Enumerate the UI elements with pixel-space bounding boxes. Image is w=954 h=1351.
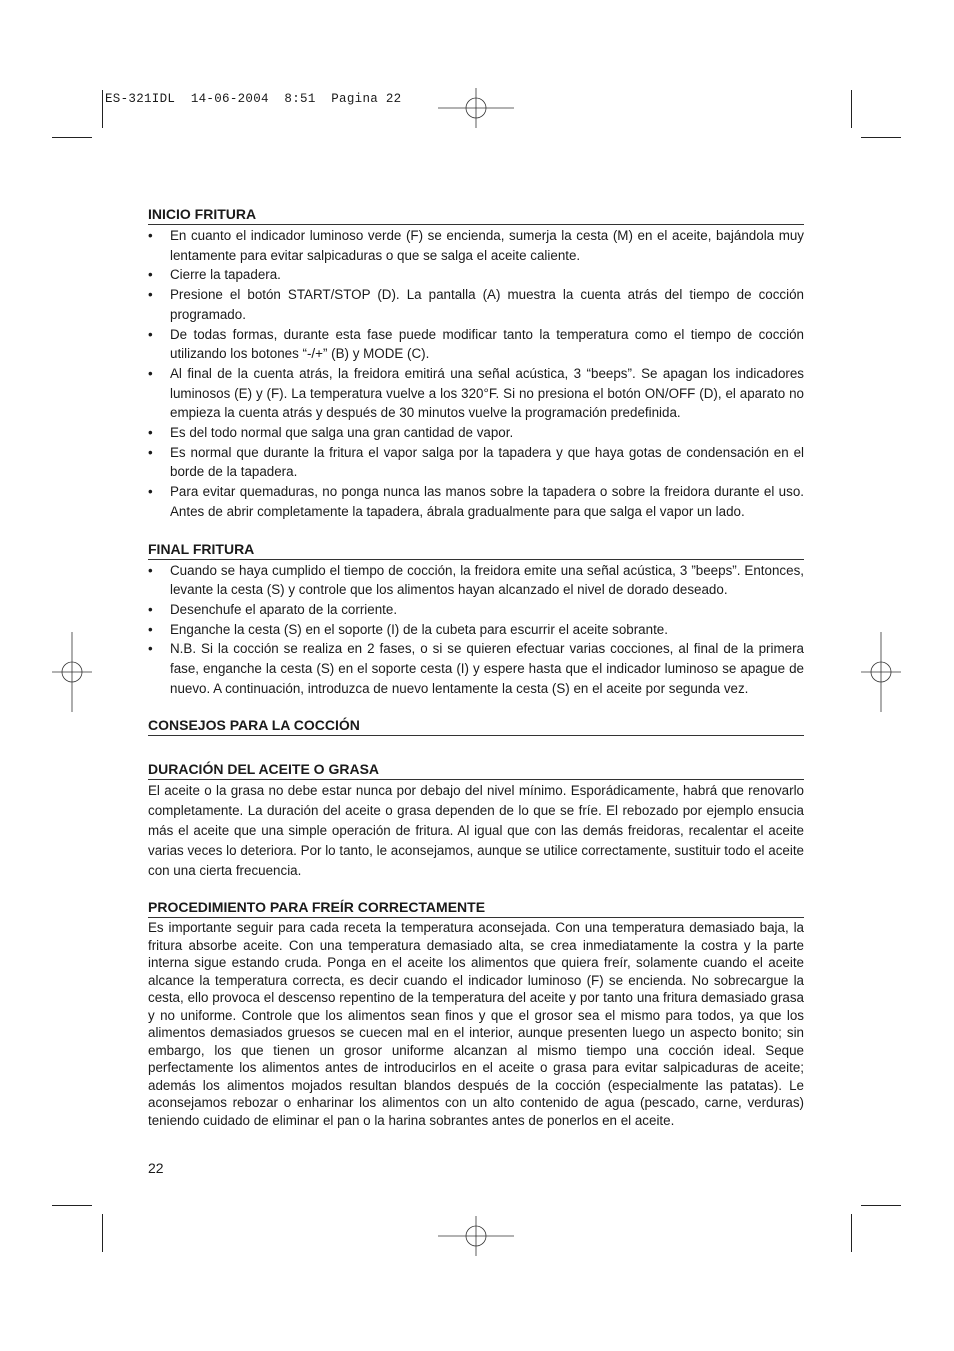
list-item: • Enganche la cesta (S) en el soporte (I) de la cubeta para escurrir el aceite sobrante. <box>148 620 804 640</box>
crop-mark <box>851 1214 852 1252</box>
section-title: INICIO FRITURA <box>148 205 804 225</box>
crop-mark <box>102 90 103 128</box>
bullet-list <box>148 226 804 522</box>
crop-mark <box>861 137 901 138</box>
print-header: ES-321IDL 14-06-2004 8:51 Pagina 22 <box>105 92 402 106</box>
section-title: DURACIÓN DEL ACEITE O GRASA <box>148 760 804 780</box>
bullet-list <box>148 561 804 699</box>
list-item: • Cierre la tapadera. <box>148 265 804 285</box>
registration-mark-icon <box>861 632 901 712</box>
section-final-fritura <box>148 540 804 699</box>
page-content <box>148 205 804 1147</box>
page-number: 22 <box>148 1160 164 1176</box>
section-title: FINAL FRITURA <box>148 540 804 560</box>
section-inicio-fritura <box>148 205 804 522</box>
list-item: • Desenchufe el aparato de la corriente. <box>148 600 804 620</box>
list-item: • Presione el botón START/STOP (D). La pantalla (A) muestra la cuenta atrás del tiempo de cocción programado. <box>148 285 804 324</box>
crop-mark <box>102 1214 103 1252</box>
section-title: CONSEJOS PARA LA COCCIÓN <box>148 716 804 736</box>
crop-mark <box>851 90 852 128</box>
section-body: El aceite o la grasa no debe estar nunca por debajo del nivel mínimo. Esporádicamente, habrá que renovarlo completamente. La duración del aceite o grasa dependen de lo que se fríe. El rebozado por ejemplo ensucia más el aceite que una simple operación de fritura. Al igual que con las demás freidoras, recalentar el aceite varias veces lo deteriora. Por lo tanto, le aconsejamos, aunque se utilice correctamente, sustituir todo el aceite con una cierta frecuencia. <box>148 783 804 878</box>
crop-mark <box>52 137 92 138</box>
section-consejos <box>148 716 804 736</box>
registration-mark-icon <box>436 88 516 128</box>
section-procedimiento <box>148 898 804 1129</box>
list-item: • Cuando se haya cumplido el tiempo de cocción, la freidora emite una señal acústica, 3 ”beeps”. Entonces, levante la cesta (S) y controle que los alimentos hayan alcanzado el nivel de dorado deseado. <box>148 561 804 600</box>
list-item: • En cuanto el indicador luminoso verde (F) se encienda, sumerja la cesta (M) en el aceite, bajándola muy lentamente para evitar salpicaduras o que se salga el aceite caliente. <box>148 226 804 265</box>
section-title: PROCEDIMIENTO PARA FREÍR CORRECTAMENTE <box>148 898 804 918</box>
section-body: Es importante seguir para cada receta la temperatura aconsejada. Con una temperatura demasiado baja, la fritura absorbe aceite. Con una temperatura demasiado alta, se crea inmediatamente la costra y la parte interna sigue estando cruda. Ponga en el aceite los alimentos que quiera freír, solamente cuando el aceite alcance la temperatura correcta, es decir cuando el indicador luminoso (F) se encienda. No sobrecargue la cesta, ello provoca el descenso repentino de la temperatura del aceite y por tanto una fritura demasiado grasa y no uniforme. Controle que los alimentos sean finos y que el grosor sea el mismo para todos, ya que los alimentos demasiados gruesos se cuecen mal en el interior, aunque presenten luego un aspecto bonito; sin embargo, los que tienen un grosor uniforme alcanzan al mismo tiempo una cocción ideal. Seque perfectamente los alimentos antes de introducirlos en el aceite o grasa para evitar salpicaduras de aceite; además los alimentos mojados resultan blandos después de la cocción (especialmente las patatas). Le aconsejamos rebozar o enharinar los alimentos con un alto contenido de agua (pescado, carne, verduras) teniendo cuidado de eliminar el pan o la harina sobrantes antes de ponerlos en el aceite. <box>148 920 804 1128</box>
list-item: • De todas formas, durante esta fase puede modificar tanto la temperatura como el tiempo de cocción utilizando los botones “-/+” (B) y MODE (C). <box>148 325 804 364</box>
list-item: • Al final de la cuenta atrás, la freidora emitirá una señal acústica, 3 “beeps”. Se apagan los indicadores luminosos (E) y (F). La temperatura vuelve a los 320°F. Si no presiona el botón ON/OFF (D), el aparato no empieza la cuenta atrás y después de 30 minutos vuelve la programación predefinida. <box>148 364 804 423</box>
registration-mark-icon <box>436 1216 516 1256</box>
list-item: • Es del todo normal que salga una gran cantidad de vapor. <box>148 423 804 443</box>
list-item: • N.B. Si la cocción se realiza en 2 fases, o si se quieren efectuar varias cocciones, al final de la primera fase, enganche la cesta (S) en el soporte cesta (I) y espere hasta que el indicador luminoso se apague de nuevo. A continuación, introduzca de nuevo lentamente la cesta (S) en el aceite por segunda vez. <box>148 639 804 698</box>
list-item: • Para evitar quemaduras, no ponga nunca las manos sobre la tapadera o sobre la freidora durante el uso. Antes de abrir completamente la tapadera, ábrala gradualmente para que salga el vapor un lado. <box>148 482 804 521</box>
list-item: • Es normal que durante la fritura el vapor salga por la tapadera y que haya gotas de condensación en el borde de la tapadera. <box>148 443 804 482</box>
crop-mark <box>52 1205 92 1206</box>
section-duracion-aceite <box>148 760 804 880</box>
registration-mark-icon <box>52 632 92 712</box>
crop-mark <box>861 1205 901 1206</box>
